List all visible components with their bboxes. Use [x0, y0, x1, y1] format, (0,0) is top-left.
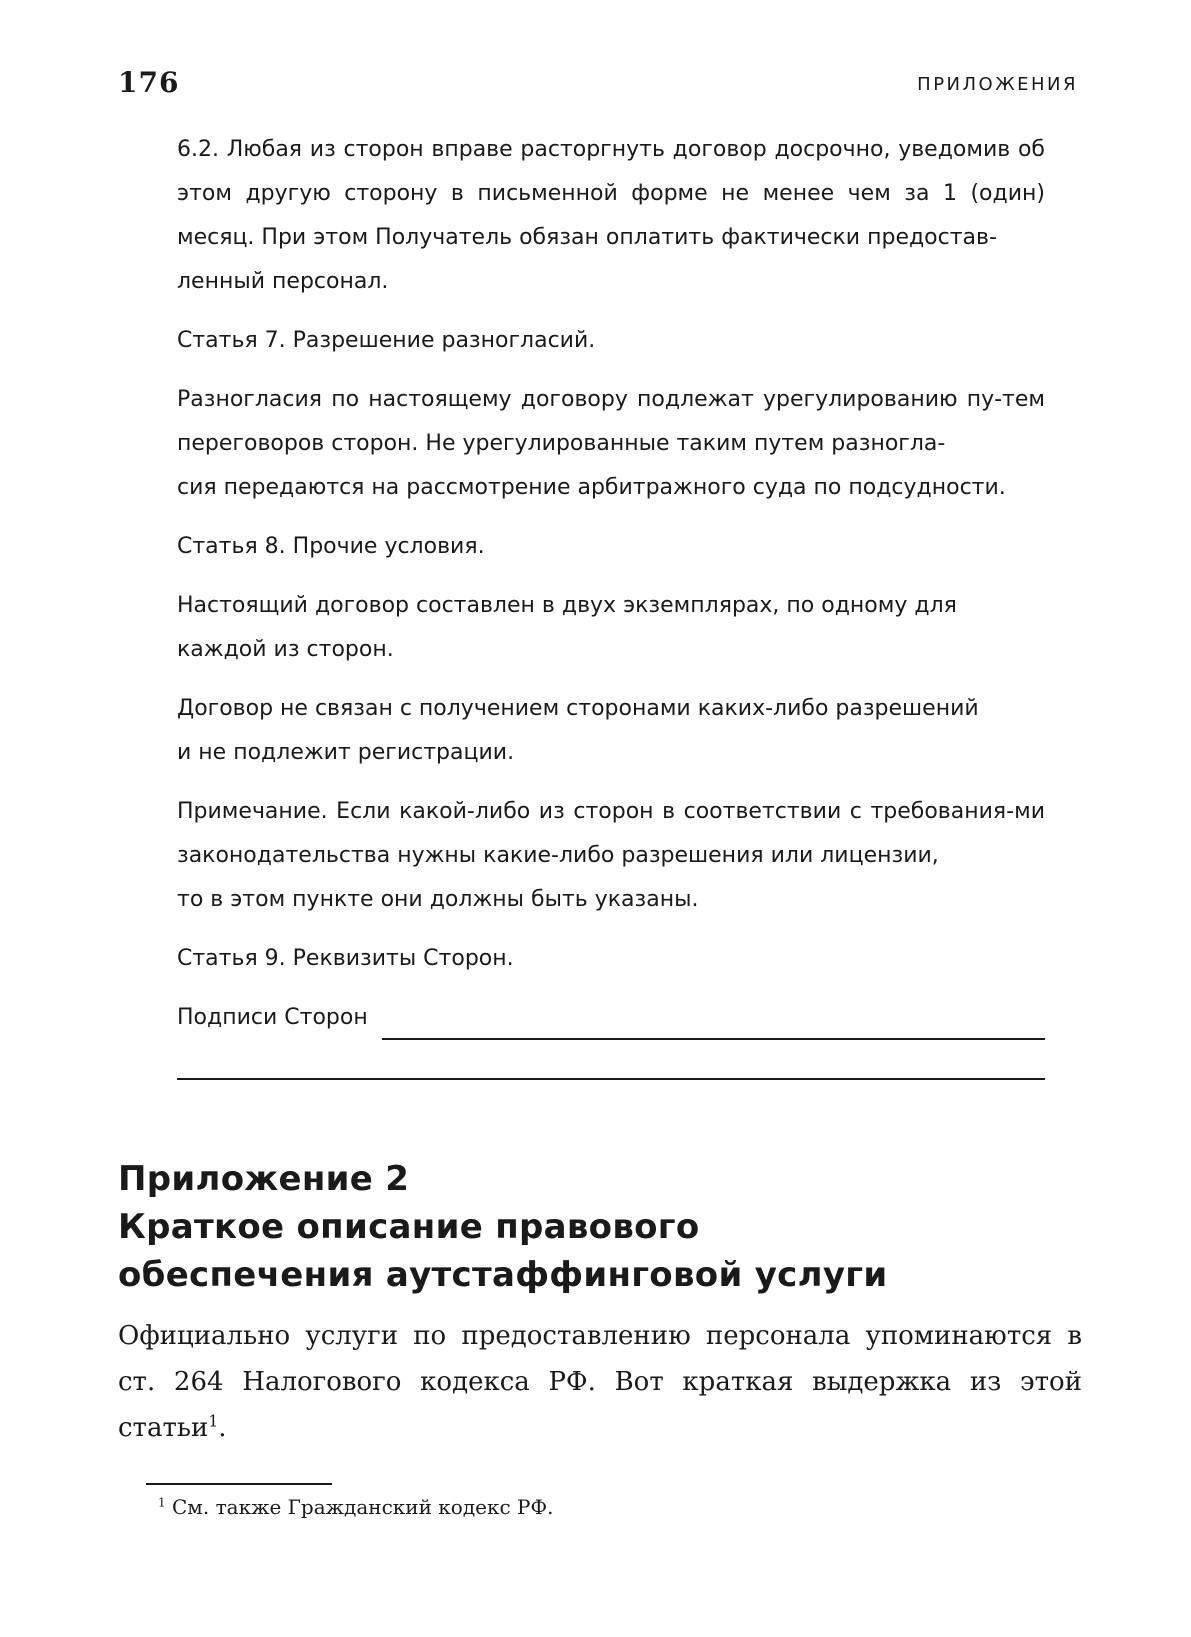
body-paragraph: [118, 1313, 1082, 1451]
signature-row: [177, 996, 1045, 1040]
footnote-text: См. также Гражданский кодекс РФ.: [172, 1495, 554, 1519]
article-7-last-line: сия передаются на рассмотрение арбитражного суда по подсудности.: [177, 475, 1006, 500]
appendix-heading-line-3: обеспечения аутстаффинговой услуги: [118, 1255, 888, 1295]
body-end: .: [218, 1413, 227, 1443]
article-8-permits-last-line: и не подлежит регистрации.: [177, 740, 515, 765]
article-8-copies-last-line: каждой из сторон.: [177, 637, 394, 662]
article-8-note: [177, 790, 1045, 922]
body-text: Официально услуги по предоставлению персонала упоминаются в ст. 264 Налогового кодекса РФ. Вот краткая выдержка из этой статьи: [118, 1321, 1082, 1443]
article-7-body: Разногласия по настоящему договору подлежат урегулированию пу-тем переговоров сторон. Не урегулированные таким путем разногла-: [177, 387, 1045, 456]
article-8-permits: [177, 687, 1045, 775]
appendix-heading: [118, 1155, 887, 1299]
article-7-text: [177, 378, 1045, 510]
article-8-permits-body: Договор не связан с получением сторонами каких-либо разрешений: [177, 696, 979, 721]
running-head: ПРИЛОЖЕНИЯ: [917, 74, 1078, 95]
article-8-copies-body: Настоящий договор составлен в двух экземплярах, по одному для: [177, 593, 957, 618]
article-7-title: Статья 7. Разрешение разногласий.: [177, 328, 596, 353]
signatures-label: Подписи Сторон: [177, 1005, 368, 1030]
contract-text: [177, 128, 1045, 1080]
clause-6-2: [177, 128, 1045, 304]
appendix-heading-line-2: Краткое описание правового: [118, 1207, 700, 1247]
footnote-marker: 1: [158, 1495, 166, 1510]
page-number: 176: [118, 66, 180, 99]
article-8-copies: [177, 584, 1045, 672]
clause-6-2-body: 6.2. Любая из сторон вправе расторгнуть договор досрочно, уведомив об этом другую сторону в письменной форме не менее чем за 1 (один) месяц. При этом Получатель обязан оплатить фактически предостав-: [177, 137, 1045, 250]
article-8-title: Статья 8. Прочие условия.: [177, 534, 485, 559]
footnote: [158, 1492, 553, 1522]
signature-line-second: [177, 1078, 1045, 1080]
article-9-title: Статья 9. Реквизиты Сторон.: [177, 946, 514, 971]
footnote-reference: 1: [208, 1412, 219, 1431]
article-8-note-last-line: то в этом пункте они должны быть указаны.: [177, 887, 699, 912]
clause-6-2-last-line: ленный персонал.: [177, 269, 389, 294]
appendix-heading-line-1: Приложение 2: [118, 1159, 410, 1199]
signature-line: [382, 1006, 1045, 1040]
footnote-rule: [146, 1483, 332, 1485]
article-8-note-body: Примечание. Если какой-либо из сторон в соответствии с требования-ми законодательства нужны какие-либо разрешения или лицензии,: [177, 799, 1045, 868]
